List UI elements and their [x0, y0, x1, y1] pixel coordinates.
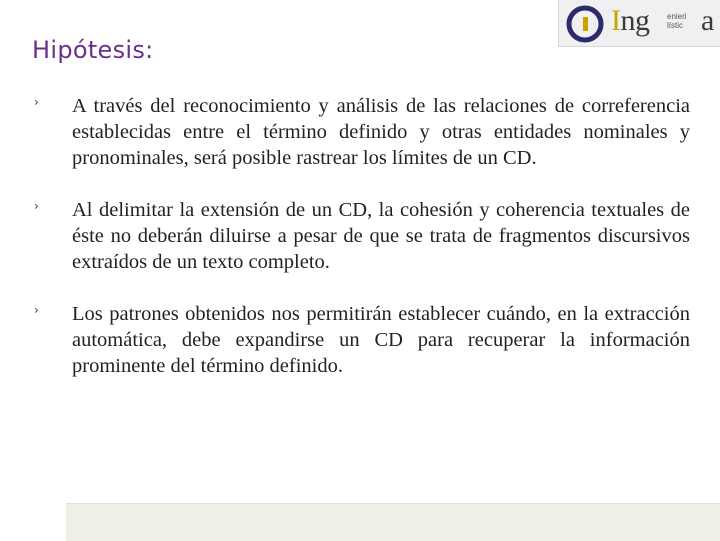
bullet-item [34, 197, 690, 275]
bullet-list [34, 93, 690, 405]
logo-sub-line2: lístic [667, 21, 683, 30]
logo-letter-a: a [701, 4, 715, 37]
bullet-marker-icon: › [34, 95, 39, 109]
logo-wordmark [611, 4, 650, 38]
bullet-item [34, 93, 690, 171]
slide-title: Hipótesis: [32, 36, 154, 64]
bullet-marker-icon: › [34, 303, 39, 317]
logo-subtext [667, 12, 687, 30]
logo-sub-line1: enieri [667, 12, 687, 21]
bullet-marker-icon: › [34, 199, 39, 213]
bullet-text: Al delimitar la extensión de un CD, la cohesión y coherencia textuales de éste no deberán diluirse a pesar de que se trata de fragmentos discursivos extraídos de un texto completo. [72, 199, 690, 273]
logo [558, 0, 720, 47]
bullet-item [34, 301, 690, 379]
logo-circle-icon [565, 4, 609, 44]
bullet-text: A través del reconocimiento y análisis de las relaciones de correferencia establecidas entre el término definido y otras entidades nominales y pronominales, será posible rastrear los límites de un CD. [72, 95, 690, 169]
footer-bar [66, 503, 720, 541]
bullet-text: Los patrones obtenidos nos permitirán establecer cuándo, en la extracción automática, debe expandirse un CD para recuperar la información prominente del término definido. [72, 303, 690, 377]
logo-letter-i: I [611, 4, 621, 37]
logo-letters-ng: ng [620, 4, 650, 37]
